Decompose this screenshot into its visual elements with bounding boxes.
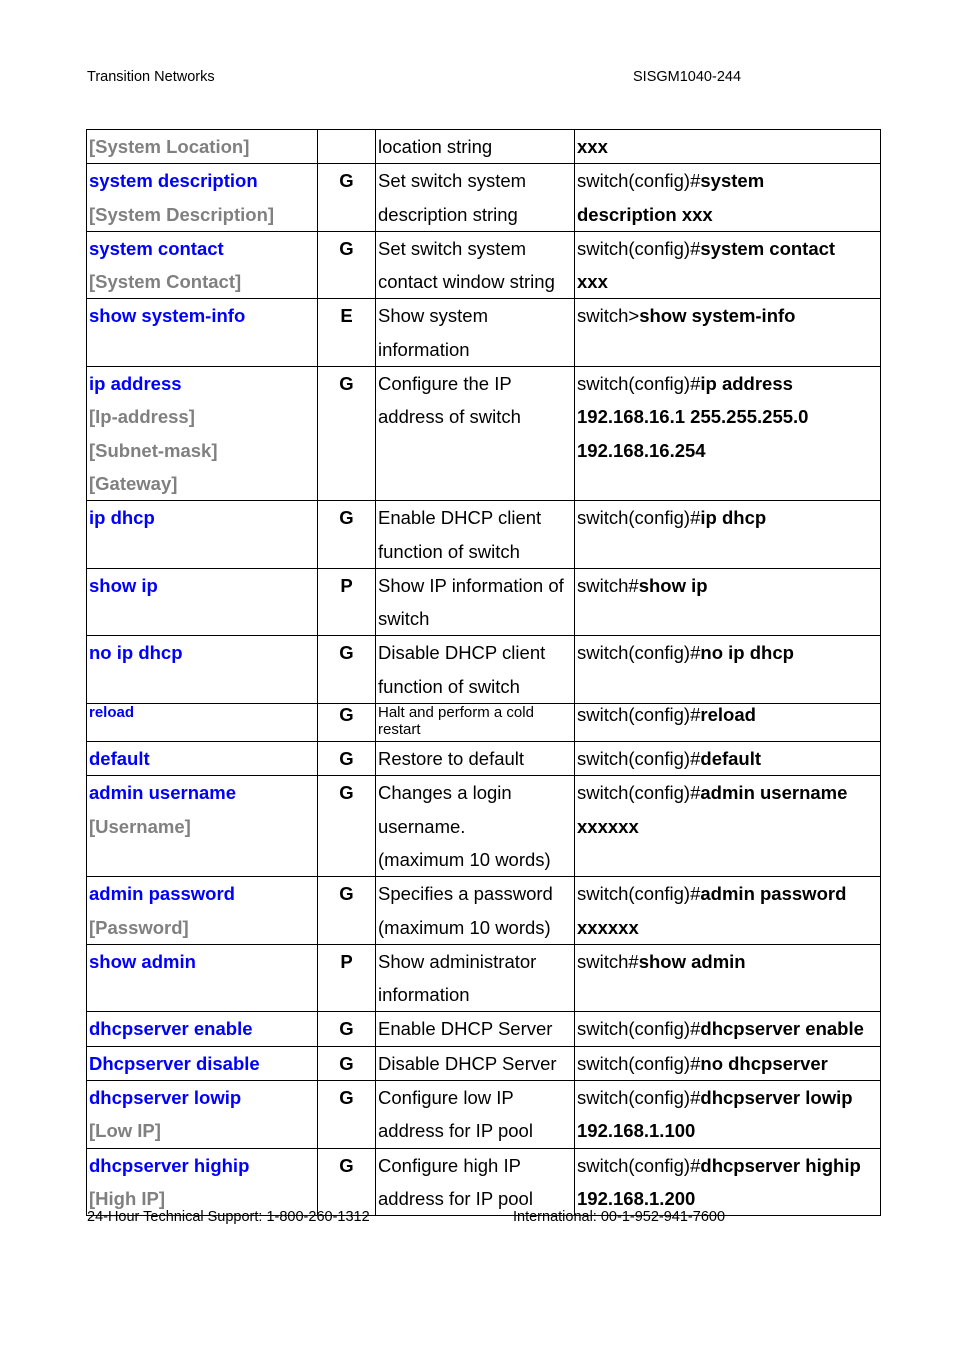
description-line: restart [378, 721, 421, 739]
description-line: address for IP pool [378, 1120, 533, 1142]
example-line [577, 1012, 878, 1045]
example-command: system [700, 170, 765, 192]
command-description [376, 568, 575, 636]
description-line: Disable DHCP Server [378, 1052, 557, 1074]
example-line [577, 232, 878, 265]
description-line: Disable DHCP client [378, 642, 546, 664]
example-line [577, 704, 878, 726]
command-name: Dhcpserver disable [89, 1052, 260, 1074]
example-line [577, 299, 878, 332]
command-description [376, 742, 575, 776]
description-line: function of switch [378, 675, 520, 697]
example-command: no dhcpserver [700, 1052, 828, 1074]
command-mode: G [318, 742, 376, 776]
example-line [577, 1047, 878, 1080]
example-prompt: switch(config)# [577, 748, 701, 770]
example-command: ip address [700, 373, 793, 395]
command-cell [87, 1012, 318, 1046]
table-row [87, 568, 881, 636]
command-parameter: [Password] [89, 916, 189, 938]
example-command: dhcpserver enable [700, 1018, 864, 1040]
command-description [376, 704, 575, 742]
example-argument: 192.168.16.254 [577, 439, 706, 461]
command-name: show system-info [89, 305, 246, 327]
example-line [577, 164, 878, 197]
command-name: system contact [89, 237, 224, 259]
command-cell [87, 164, 318, 232]
command-name: dhcpserver lowip [89, 1087, 242, 1109]
command-mode: G [318, 1012, 376, 1046]
example-prompt: switch(config)# [577, 642, 701, 664]
command-example [575, 742, 881, 776]
header-company: Transition Networks [87, 69, 215, 85]
example-argument: xxx [577, 271, 608, 293]
command-mode: G [318, 231, 376, 299]
command-mode: G [318, 164, 376, 232]
description-line: Specifies a password [378, 883, 553, 905]
description-line: contact window string [378, 271, 555, 293]
footer-international-phone: International: 00-1-952-941-7600 [513, 1209, 726, 1225]
command-mode: G [318, 776, 376, 877]
command-description [376, 1148, 575, 1216]
command-name: ip address [89, 373, 182, 395]
example-line [577, 569, 878, 602]
example-prompt: switch(config)# [577, 704, 701, 726]
command-parameter: [Ip-address] [89, 406, 195, 428]
command-name: default [89, 748, 150, 770]
command-example [575, 877, 881, 945]
example-command: show ip [638, 574, 708, 596]
table-row [87, 367, 881, 501]
description-line: Enable DHCP client [378, 507, 542, 529]
table-row [87, 130, 881, 164]
example-command: admin username [700, 782, 848, 804]
example-line [577, 776, 878, 809]
command-mode: G [318, 1046, 376, 1080]
description-line: Show administrator [378, 950, 537, 972]
command-cell [87, 1148, 318, 1216]
command-cell [87, 877, 318, 945]
command-description [376, 367, 575, 501]
description-line: Enable DHCP Server [378, 1018, 553, 1040]
table-row [87, 1148, 881, 1216]
command-name: ip dhcp [89, 507, 155, 529]
description-line: Show system [378, 305, 489, 327]
example-argument: 192.168.1.100 [577, 1120, 696, 1142]
command-mode: G [318, 1081, 376, 1149]
description-line: address of switch [378, 406, 521, 428]
table-row [87, 704, 881, 742]
description-line: Restore to default [378, 748, 525, 770]
command-name: show admin [89, 950, 196, 972]
example-line [577, 945, 878, 978]
example-prompt: switch(config)# [577, 373, 701, 395]
command-description [376, 164, 575, 232]
example-command: show system-info [639, 305, 796, 327]
command-parameter: [System Description] [89, 203, 275, 225]
command-table-body [87, 130, 881, 1216]
command-example [575, 944, 881, 1012]
command-example [575, 1148, 881, 1216]
description-line: Configure the IP [378, 373, 512, 395]
header-doc-id: SISGM1040-244 [633, 69, 742, 85]
description-line: Configure low IP [378, 1087, 514, 1109]
example-prompt: switch(config)# [577, 1052, 701, 1074]
example-prompt: switch(config)# [577, 1087, 701, 1109]
command-description [376, 299, 575, 367]
command-cell [87, 776, 318, 877]
description-line: Configure high IP [378, 1154, 521, 1176]
command-name: admin password [89, 883, 235, 905]
command-mode: G [318, 636, 376, 704]
example-prompt: switch(config)# [577, 1154, 701, 1176]
example-line [577, 742, 878, 775]
description-line: Set switch system [378, 170, 527, 192]
command-description [376, 1081, 575, 1149]
command-example [575, 1081, 881, 1149]
example-command: system contact [700, 237, 836, 259]
command-parameter: [Username] [89, 815, 191, 837]
command-mode: E [318, 299, 376, 367]
table-row [87, 742, 881, 776]
example-command: show admin [638, 950, 746, 972]
command-description [376, 776, 575, 877]
example-command: ip dhcp [700, 507, 767, 529]
command-parameter: [System Contact] [89, 271, 242, 293]
example-argument: 192.168.1.200 [577, 1187, 696, 1209]
command-name: show ip [89, 574, 158, 596]
example-argument: 192.168.16.1 255.255.255.0 [577, 406, 809, 428]
description-line: information [378, 338, 470, 360]
example-argument: xxxxxx [577, 916, 639, 938]
command-mode: P [318, 944, 376, 1012]
command-description [376, 501, 575, 569]
command-mode: P [318, 568, 376, 636]
description-line: Show IP information of [378, 574, 564, 596]
description-line: information [378, 984, 470, 1006]
table-row [87, 501, 881, 569]
example-line [577, 367, 878, 400]
command-parameter: [Subnet-mask] [89, 439, 218, 461]
command-description [376, 1046, 575, 1080]
command-mode: G [318, 877, 376, 945]
example-line [577, 636, 878, 669]
command-cell [87, 299, 318, 367]
example-prompt: switch(config)# [577, 507, 701, 529]
example-line [577, 877, 878, 910]
command-description [376, 877, 575, 945]
command-example [575, 164, 881, 232]
command-name: dhcpserver highip [89, 1154, 250, 1176]
command-name: no ip dhcp [89, 642, 183, 664]
command-parameter: [High IP] [89, 1187, 166, 1209]
description-line: function of switch [378, 540, 520, 562]
command-parameter: [Gateway] [89, 472, 178, 494]
command-cell [87, 742, 318, 776]
example-prompt: switch# [577, 574, 639, 596]
command-parameter: [Low IP] [89, 1120, 161, 1142]
example-argument: description xxx [577, 203, 713, 225]
example-command: dhcpserver lowip [700, 1087, 853, 1109]
command-description [376, 636, 575, 704]
command-table [86, 129, 881, 1216]
table-row [87, 1012, 881, 1046]
command-cell [87, 501, 318, 569]
command-cell [87, 130, 318, 164]
command-name: admin username [89, 782, 237, 804]
command-example [575, 776, 881, 877]
example-prompt: switch# [577, 950, 639, 972]
description-line: switch [378, 608, 430, 630]
table-row [87, 776, 881, 877]
table-row [87, 299, 881, 367]
command-description [376, 130, 575, 164]
example-command: no ip dhcp [700, 642, 794, 664]
command-mode: G [318, 1148, 376, 1216]
example-line [577, 501, 878, 534]
table-row [87, 164, 881, 232]
example-prompt: switch(config)# [577, 237, 701, 259]
command-example [575, 1046, 881, 1080]
table-row [87, 877, 881, 945]
command-example [575, 501, 881, 569]
example-line [577, 1081, 878, 1114]
command-name: dhcpserver enable [89, 1018, 253, 1040]
command-example [575, 568, 881, 636]
example-line [577, 1149, 878, 1182]
description-line: address for IP pool [378, 1187, 533, 1209]
table-row [87, 1046, 881, 1080]
description-line: (maximum 10 words) [378, 916, 551, 938]
description-line: description string [378, 203, 518, 225]
command-parameter: [System Location] [89, 136, 250, 157]
command-mode: G [318, 704, 376, 742]
command-cell [87, 1046, 318, 1080]
command-example [575, 636, 881, 704]
command-mode: G [318, 501, 376, 569]
command-cell [87, 944, 318, 1012]
example-command: admin password [700, 883, 847, 905]
example-prompt: switch(config)# [577, 1018, 701, 1040]
command-name: system description [89, 170, 258, 192]
command-mode [318, 130, 376, 164]
example-prompt: switch(config)# [577, 782, 701, 804]
command-cell [87, 568, 318, 636]
example-prompt: switch(config)# [577, 883, 701, 905]
description-line: Changes a login [378, 782, 512, 804]
command-name: reload [89, 704, 135, 722]
command-cell [87, 636, 318, 704]
command-description [376, 1012, 575, 1046]
command-description [376, 944, 575, 1012]
command-example [575, 367, 881, 501]
table-row [87, 1081, 881, 1149]
command-cell [87, 367, 318, 501]
table-row [87, 944, 881, 1012]
example-command: dhcpserver highip [700, 1154, 861, 1176]
example-prompt: switch> [577, 305, 640, 327]
description-line: location string [378, 136, 493, 157]
command-example [575, 704, 881, 742]
command-example [575, 1012, 881, 1046]
command-cell [87, 1081, 318, 1149]
description-line: (maximum 10 words) [378, 848, 551, 870]
command-example [575, 299, 881, 367]
table-row [87, 231, 881, 299]
description-line: Halt and perform a cold [378, 704, 534, 722]
example-prompt: switch(config)# [577, 170, 701, 192]
example-command: reload [700, 704, 756, 726]
command-example [575, 130, 881, 164]
command-mode: G [318, 367, 376, 501]
table-row [87, 636, 881, 704]
example-argument: xxxxxx [577, 815, 639, 837]
command-cell [87, 231, 318, 299]
footer-support-phone: 24-Hour Technical Support: 1-800-260-1312 [87, 1209, 370, 1225]
description-line: username. [378, 815, 466, 837]
example-argument: xxx [577, 136, 608, 157]
command-example [575, 231, 881, 299]
command-cell [87, 704, 318, 742]
description-line: Set switch system [378, 237, 527, 259]
command-description [376, 231, 575, 299]
example-command: default [700, 748, 762, 770]
